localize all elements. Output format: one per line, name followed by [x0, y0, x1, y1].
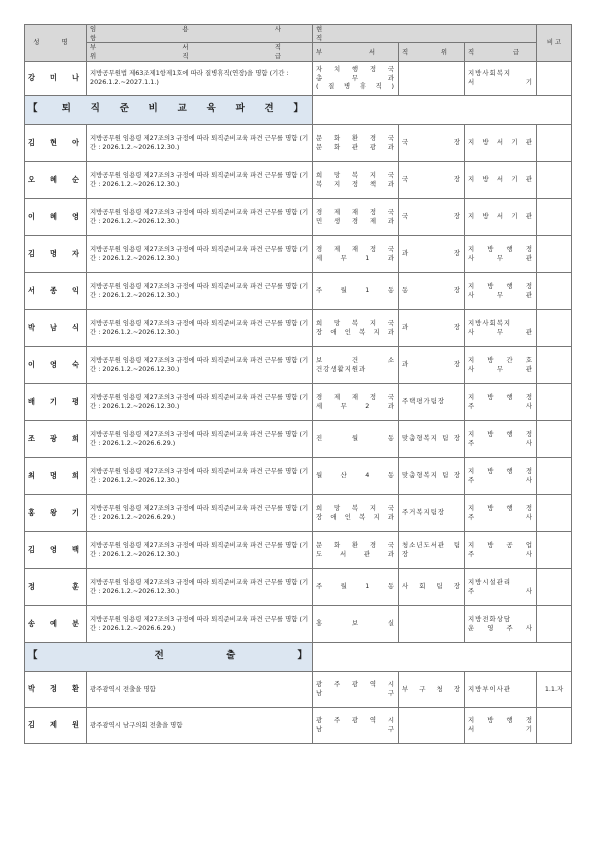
current-grade-line: 지 방 행 정 — [468, 281, 534, 290]
current-grade-line: 서 기 — [468, 725, 534, 734]
current-position — [399, 124, 465, 161]
appointment-content: 지방공무원 임용령 제27조의3 규정에 따라 퇴직준비교육 파견 근무를 명함 (기간 : 2026.1.2.~2026.12.30.) — [87, 124, 313, 161]
current-grade — [465, 309, 537, 346]
current-dept-line: 남 구 — [316, 725, 395, 734]
current-grade-line: 주 사 — [468, 475, 534, 484]
person-name-text: 김 영 백 — [28, 544, 83, 554]
section-title — [25, 95, 313, 124]
person-name-text: 김 현 아 — [28, 137, 83, 147]
current-dept-line: 주 월 1 동 — [316, 286, 395, 295]
current-position-text: 사 회 팀 장 — [402, 582, 461, 591]
current-grade-line: 지방전화상담 — [468, 614, 512, 623]
person-name-text: 김 제 원 — [28, 720, 83, 730]
table-row — [25, 383, 572, 420]
current-dept-line: 희 망 복 지 국 — [316, 318, 395, 327]
current-dept — [313, 420, 399, 457]
current-grade-line: 지 방 행 정 — [468, 503, 534, 512]
current-grade-line: 주 사 — [468, 586, 534, 595]
current-position — [399, 671, 465, 707]
person-name — [25, 309, 87, 346]
current-position-text: 과 장 — [402, 360, 461, 369]
header-position: 직 위 — [399, 43, 465, 61]
current-dept-line: 경 제 재 정 국 — [316, 392, 395, 401]
current-dept-line: 희 망 복 지 국 — [316, 170, 395, 179]
person-name-text: 송 예 분 — [28, 618, 83, 628]
current-grade — [465, 124, 537, 161]
current-grade-line: 서 기 — [468, 78, 534, 87]
remarks — [537, 531, 572, 568]
appointment-content: 지방공무원 임용령 제27조의3 규정에 따라 퇴직준비교육 파견 근무를 명함 (기간 : 2026.1.2.~2026.6.29.) — [87, 420, 313, 457]
person-name — [25, 198, 87, 235]
current-position — [399, 707, 465, 743]
current-grade-line: 지 방 행 정 — [468, 429, 534, 438]
current-grade-line: 사 무 관 — [468, 290, 534, 299]
current-dept-line: 보 건 소 — [316, 355, 395, 364]
remarks — [537, 568, 572, 605]
remarks — [537, 124, 572, 161]
appointment-content: 지방공무원 임용령 제27조의3 규정에 따라 퇴직준비교육 파견 근무를 명함 (기간 : 2026.1.2.~2026.6.29.) — [87, 494, 313, 531]
appointment-content: 지방공무원 임용령 제27조의3 규정에 따라 퇴직준비교육 파견 근무를 명함 (기간 : 2026.1.2.~2026.12.30.) — [87, 272, 313, 309]
person-name — [25, 605, 87, 642]
current-dept-line: 문 화 환 경 국 — [316, 133, 395, 142]
table-row — [25, 346, 572, 383]
person-name — [25, 531, 87, 568]
person-name-text: 홍 왕 기 — [28, 507, 83, 517]
current-position-text: 과 장 — [402, 249, 461, 258]
current-grade-line: 지 방 행 정 — [468, 466, 534, 475]
appointment-content: 지방공무원 임용령 제27조의3 규정에 따라 퇴직준비교육 파견 근무를 명함 (기간 : 2026.1.2.~2026.6.29.) — [87, 605, 313, 642]
current-position — [399, 61, 465, 95]
current-dept-line: 장 애 인 복 지 과 — [316, 327, 395, 336]
table-row — [25, 272, 572, 309]
current-grade-line: 지 방 공 업 — [468, 540, 534, 549]
table-row — [25, 494, 572, 531]
current-grade-line: 지 방 서 기 관 — [468, 175, 534, 184]
person-name — [25, 161, 87, 198]
current-grade-line: 주 사 — [468, 438, 534, 447]
remarks — [537, 383, 572, 420]
current-grade-line: 지방부이사관 — [468, 684, 512, 693]
current-position-text: 주택평가팀장 — [402, 397, 446, 406]
appointment-content: 지방공무원 임용령 제27조의3 규정에 따라 퇴직준비교육 파견 근무를 명함 (기간 : 2026.1.2.~2026.12.30.) — [87, 235, 313, 272]
person-name — [25, 707, 87, 743]
current-position-text: 동 장 — [402, 286, 461, 295]
appointment-content: 지방공무원 임용령 제27조의3 규정에 따라 퇴직준비교육 파견 근무를 명함 (기간 : 2026.1.2.~2026.12.30.) — [87, 383, 313, 420]
header-appointment: 임 용 사 항 — [87, 25, 313, 43]
current-dept — [313, 309, 399, 346]
remarks — [537, 198, 572, 235]
person-name-text: 최 명 희 — [28, 470, 83, 480]
person-name-text: 조 광 희 — [28, 433, 83, 443]
current-grade-line: 지방사회복지 — [468, 318, 512, 327]
current-dept-line: 홍 보 실 — [316, 619, 395, 628]
appointment-content: 지방공무원 임용령 제27조의3 규정에 따라 퇴직준비교육 파견 근무를 명함 (기간 : 2026.1.2.~2026.12.30.) — [87, 531, 313, 568]
remarks — [537, 161, 572, 198]
current-dept-line: 복 지 정 책 과 — [316, 179, 395, 188]
current-position — [399, 272, 465, 309]
current-grade — [465, 272, 537, 309]
table-row — [25, 198, 572, 235]
current-grade-line: 사 무 관 — [468, 253, 534, 262]
current-dept-line: 남 구 — [316, 689, 395, 698]
current-dept — [313, 61, 399, 95]
remarks — [537, 420, 572, 457]
current-grade — [465, 383, 537, 420]
current-dept — [313, 531, 399, 568]
person-name — [25, 494, 87, 531]
current-dept — [313, 161, 399, 198]
current-grade-line: 지 방 행 정 — [468, 392, 534, 401]
remarks — [537, 272, 572, 309]
current-grade-line: 운 영 주 사 — [468, 623, 534, 632]
section-blank — [313, 95, 572, 124]
section-row — [25, 95, 572, 124]
table-row — [25, 605, 572, 642]
section-row — [25, 642, 572, 671]
appointment-content: 지방공무원법 제63조제1항제1호에 따라 질병휴직(연장)을 명함 (기간 : 2026.1.2.~2027.1.1.) — [87, 61, 313, 95]
header-dept: 부 서 — [313, 43, 399, 61]
table-row — [25, 457, 572, 494]
current-dept — [313, 346, 399, 383]
current-position — [399, 346, 465, 383]
current-grade-line: 지방사회복지 — [468, 69, 512, 78]
appointment-content: 지방공무원 임용령 제27조의3 규정에 따라 퇴직준비교육 파견 근무를 명함 (기간 : 2026.1.2.~2026.12.30.) — [87, 568, 313, 605]
current-grade — [465, 494, 537, 531]
current-grade-line: 사 무 관 — [468, 327, 534, 336]
current-position-text: 국 장 — [402, 175, 461, 184]
current-grade-line: 지 방 간 호 — [468, 355, 534, 364]
current-position-text: 국 장 — [402, 212, 461, 221]
current-dept-line: 희 망 복 지 국 — [316, 503, 395, 512]
person-name-text: 오 혜 순 — [28, 174, 83, 184]
person-name — [25, 124, 87, 161]
current-position — [399, 568, 465, 605]
current-position — [399, 309, 465, 346]
current-grade — [465, 235, 537, 272]
current-dept-line: 경 제 재 정 국 — [316, 244, 395, 253]
remarks — [537, 707, 572, 743]
current-dept-line: 세 무 1 과 — [316, 253, 395, 262]
current-dept-line: ( 질 병 휴 직 ) — [316, 82, 395, 91]
current-position — [399, 420, 465, 457]
current-grade — [465, 568, 537, 605]
current-position — [399, 531, 465, 568]
current-dept-line: 주 월 1 동 — [316, 582, 395, 591]
appointment-content: 광주광역시 전출을 명함 — [87, 671, 313, 707]
current-grade-line: 지 방 서 기 관 — [468, 138, 534, 147]
appointment-content: 지방공무원 임용령 제27조의3 규정에 따라 퇴직준비교육 파견 근무를 명함 (기간 : 2026.1.2.~2026.12.30.) — [87, 309, 313, 346]
section-blank — [313, 642, 572, 671]
remarks — [537, 605, 572, 642]
current-dept — [313, 568, 399, 605]
person-name-text: 정 훈 — [28, 581, 83, 591]
person-name-text: 이 영 숙 — [28, 359, 83, 369]
current-dept-line: 세 무 2 과 — [316, 401, 395, 410]
current-position — [399, 383, 465, 420]
current-position — [399, 235, 465, 272]
current-dept — [313, 671, 399, 707]
appointment-content: 지방공무원 임용령 제27조의3 규정에 따라 퇴직준비교육 파견 근무를 명함 (기간 : 2026.1.2.~2026.12.30.) — [87, 198, 313, 235]
person-name — [25, 671, 87, 707]
appointment-table — [24, 24, 572, 744]
current-position-text: 과 장 — [402, 323, 461, 332]
current-grade-line: 지 방 서 기 관 — [468, 212, 534, 221]
appointment-content: 지방공무원 임용령 제27조의3 규정에 따라 퇴직준비교육 파견 근무를 명함 (기간 : 2026.1.2.~2026.12.30.) — [87, 161, 313, 198]
current-dept-line: 광 주 광 역 시 — [316, 716, 395, 725]
table-row — [25, 309, 572, 346]
appointment-content: 지방공무원 임용령 제27조의3 규정에 따라 퇴직준비교육 파견 근무를 명함 (기간 : 2026.1.2.~2026.12.30.) — [87, 346, 313, 383]
current-grade — [465, 457, 537, 494]
current-grade-line: 주 사 — [468, 512, 534, 521]
current-position-text: 주거복지팀장 — [402, 508, 446, 517]
current-position-text: 청소년도서관 팀 장 — [402, 540, 461, 558]
remarks — [537, 457, 572, 494]
current-dept-line: 경 제 재 정 국 — [316, 207, 395, 216]
table-row — [25, 420, 572, 457]
current-dept — [313, 707, 399, 743]
current-dept-line: 진 월 동 — [316, 434, 395, 443]
current-grade-line: 주 사 — [468, 549, 534, 558]
person-name — [25, 272, 87, 309]
current-dept-line: 도 서 관 과 — [316, 549, 395, 558]
current-dept — [313, 457, 399, 494]
current-grade — [465, 198, 537, 235]
current-position — [399, 605, 465, 642]
header-remarks: 비 고 — [537, 25, 572, 62]
current-position-text: 맞춤형복지 팀 장 — [402, 434, 461, 443]
header-appointment-sub: 부 서 직 위 직 급 — [87, 43, 313, 61]
current-grade-line: 지 방 행 정 — [468, 716, 534, 725]
current-grade — [465, 161, 537, 198]
person-name-text: 박 정 환 — [28, 684, 83, 694]
table-row — [25, 707, 572, 743]
remarks — [537, 61, 572, 95]
current-grade — [465, 346, 537, 383]
person-name-text: 서 종 익 — [28, 285, 83, 295]
current-grade-line: 주 사 — [468, 401, 534, 410]
current-dept-line: 문 화 환 경 국 — [316, 540, 395, 549]
current-dept — [313, 235, 399, 272]
current-grade — [465, 707, 537, 743]
current-dept-line: 자 치 행 정 국 — [316, 65, 395, 74]
section-title-text: 【 퇴 직 준 비 교 육 파 견 】 — [28, 103, 309, 115]
current-dept — [313, 494, 399, 531]
current-grade — [465, 531, 537, 568]
table-row — [25, 61, 572, 95]
remarks: 1.1.자 — [537, 671, 572, 707]
current-grade-line: 지방시설관리 — [468, 577, 512, 586]
current-dept-line: 건강생활지원과 — [316, 364, 367, 373]
current-position-text: 맞춤형복지 팀 장 — [402, 471, 461, 480]
current-dept — [313, 383, 399, 420]
section-title — [25, 642, 313, 671]
table-body — [25, 61, 572, 743]
table-row — [25, 568, 572, 605]
current-grade — [465, 605, 537, 642]
current-dept — [313, 272, 399, 309]
current-dept — [313, 198, 399, 235]
person-name — [25, 235, 87, 272]
current-dept-line: 민 생 경 제 과 — [316, 216, 395, 225]
current-dept-line: 문 화 관 광 과 — [316, 142, 395, 151]
person-name — [25, 61, 87, 95]
person-name-text: 강 미 나 — [28, 73, 83, 83]
current-dept — [313, 124, 399, 161]
table-row — [25, 124, 572, 161]
current-dept-line: 월 산 4 동 — [316, 471, 395, 480]
current-dept-line: 총 무 과 — [316, 73, 395, 82]
current-position — [399, 494, 465, 531]
remarks — [537, 235, 572, 272]
table-row — [25, 671, 572, 707]
table-row — [25, 531, 572, 568]
current-position-text: 부 구 청 장 — [402, 684, 461, 693]
current-grade — [465, 420, 537, 457]
person-name — [25, 457, 87, 494]
current-dept-line: 장 애 인 복 지 과 — [316, 512, 395, 521]
remarks — [537, 494, 572, 531]
table-row — [25, 161, 572, 198]
header-name: 성 명 — [25, 25, 87, 62]
current-dept — [313, 605, 399, 642]
remarks — [537, 309, 572, 346]
current-dept-line: 광 주 광 역 시 — [316, 680, 395, 689]
current-grade — [465, 61, 537, 95]
current-grade-line: 사 무 관 — [468, 364, 534, 373]
appointment-content: 지방공무원 임용령 제27조의3 규정에 따라 퇴직준비교육 파견 근무를 명함 (기간 : 2026.1.2.~2026.12.30.) — [87, 457, 313, 494]
person-name-text: 김 명 자 — [28, 248, 83, 258]
person-name-text: 이 혜 영 — [28, 211, 83, 221]
person-name — [25, 383, 87, 420]
person-name — [25, 568, 87, 605]
person-name — [25, 420, 87, 457]
remarks — [537, 346, 572, 383]
current-position — [399, 198, 465, 235]
header-grade: 직 급 — [465, 43, 537, 61]
current-position — [399, 161, 465, 198]
current-position-text: 국 장 — [402, 138, 461, 147]
current-grade — [465, 671, 537, 707]
header-current: 현 직 — [313, 25, 537, 43]
table-row — [25, 235, 572, 272]
person-name-text: 박 남 식 — [28, 322, 83, 332]
person-name — [25, 346, 87, 383]
section-title-text: 【 전 출 】 — [28, 650, 309, 662]
current-position — [399, 457, 465, 494]
appointment-content: 광주광역시 남구의회 전출을 명함 — [87, 707, 313, 743]
person-name-text: 배 기 평 — [28, 396, 83, 406]
current-grade-line: 지 방 행 정 — [468, 244, 534, 253]
